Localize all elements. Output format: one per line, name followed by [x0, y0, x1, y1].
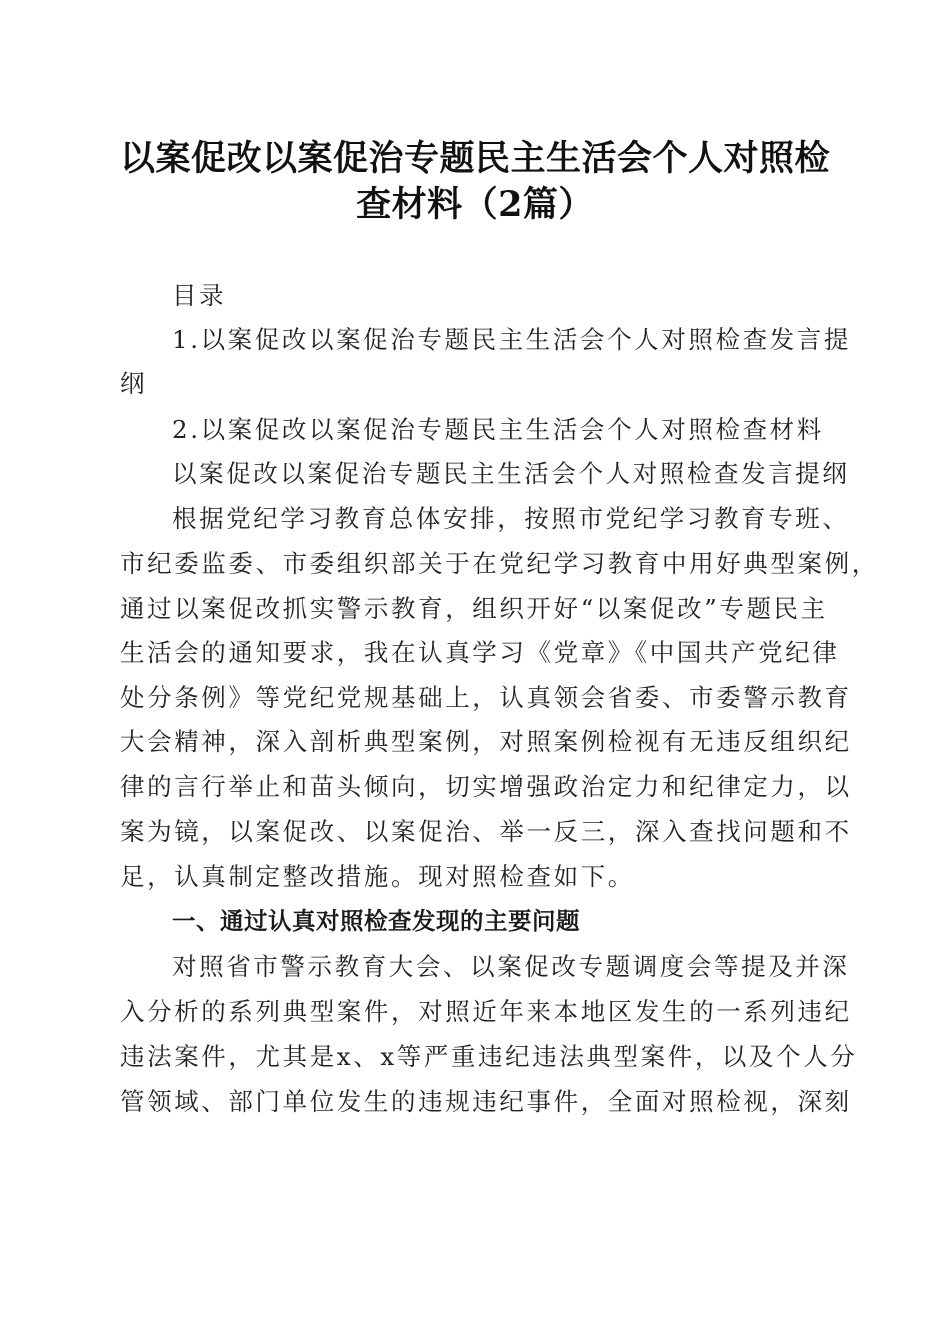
intro-line: 足，认真制定整改措施。现对照检查如下。 — [120, 862, 635, 891]
intro-line: 通过以案促改抓实警示教育，组织开好“以案促改”专题民主 — [120, 594, 828, 623]
paragraph-line: 违法案件，尤其是x、x等严重违纪违法典型案件，以及个人分 — [120, 1042, 858, 1071]
intro-line: 市纪委监委、市委组织部关于在党纪学习教育中用好典型案例， — [120, 549, 879, 578]
toc-item-1-line-1: 1.以案促改以案促治专题民主生活会个人对照检查发言提 — [172, 325, 851, 354]
intro-line: 处分条例》等党纪党规基础上，认真领会省委、市委警示教育 — [120, 683, 852, 712]
toc-label: 目录 — [172, 281, 227, 310]
toc-item-2: 2.以案促改以案促治专题民主生活会个人对照检查材料 — [172, 415, 824, 444]
paragraph-line: 入分析的系列典型案件，对照近年来本地区发生的一系列违纪 — [120, 997, 852, 1026]
intro-line: 律的言行举止和苗头倾向，切实增强政治定力和纪律定力，以 — [120, 772, 852, 801]
intro-line: 案为镜，以案促改、以案促治、举一反三，深入查找问题和不 — [120, 817, 852, 846]
intro-line: 根据党纪学习教育总体安排，按照市党纪学习教育专班、 — [172, 504, 850, 533]
section-title: 以案促改以案促治专题民主生活会个人对照检查发言提纲 — [172, 459, 850, 488]
toc-item-1-line-2: 纲 — [120, 369, 148, 398]
document-title — [100, 136, 850, 228]
title-line-1: 以案促改以案促治专题民主生活会个人对照检 — [119, 138, 830, 179]
title-line-2: 查材料（2篇） — [356, 184, 594, 225]
paragraph-line: 管领域、部门单位发生的违规违纪事件，全面对照检视，深刻 — [120, 1087, 852, 1116]
paragraph-line: 对照省市警示教育大会、以案促改专题调度会等提及并深 — [172, 952, 850, 981]
intro-line: 大会精神，深入剖析典型案例，对照案例检视有无违反组织纪 — [120, 727, 852, 756]
intro-line: 生活会的通知要求，我在认真学习《党章》《中国共产党纪律 — [120, 638, 840, 667]
section-heading-1: 一、通过认真对照检查发现的主要问题 — [172, 907, 580, 935]
